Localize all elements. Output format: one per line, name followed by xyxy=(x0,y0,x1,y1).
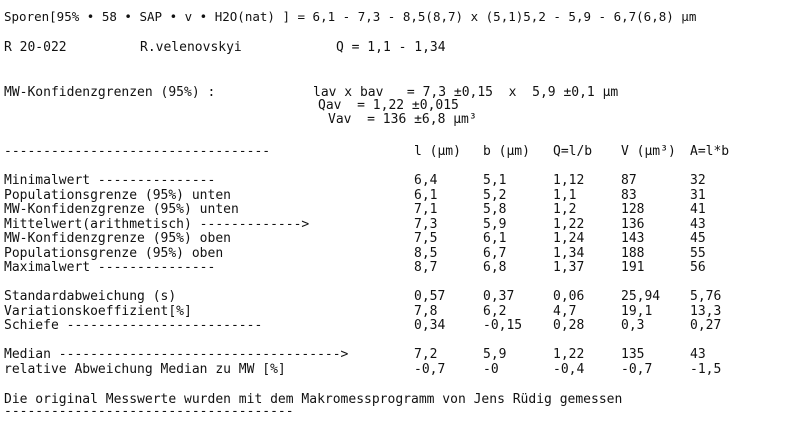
table-cell: 0,34 xyxy=(414,318,446,333)
confidence-lav-bav: lav x bav = 7,3 ±0,15 x 5,9 ±0,1 µm xyxy=(313,85,619,100)
spore-formula: Sporen[95% • 58 • SAP • v • H2O(nat) ] = 6,1 - 7,3 - 8,5(8,7) x (5,1)5,2 - 5,9 - 6,7(6,8) µm xyxy=(4,9,697,24)
confidence-vav: Vav = 136 ±6,8 µm³ xyxy=(328,112,477,127)
table-cell: 43 xyxy=(690,217,706,232)
table-cell: 6,8 xyxy=(483,260,507,275)
row-label: relative Abweichung Median zu MW [%] xyxy=(4,362,286,377)
table-cell: 5,2 xyxy=(483,188,507,203)
table-cell: 5,9 xyxy=(483,347,507,362)
table-cell: 7,2 xyxy=(414,347,438,362)
table-cell: 135 xyxy=(621,347,645,362)
table-cell: 0,3 xyxy=(621,318,645,333)
table-cell: 6,7 xyxy=(483,246,507,261)
row-label: Minimalwert --------------- xyxy=(4,173,216,188)
table-cell: 31 xyxy=(690,188,706,203)
table-cell: 143 xyxy=(621,231,645,246)
table-cell: 43 xyxy=(690,347,706,362)
table-cell: 13,3 xyxy=(690,304,722,319)
column-header-quotient: Q=l/b xyxy=(553,144,593,159)
row-label: Populationsgrenze (95%) unten xyxy=(4,188,231,203)
table-cell: 8,5 xyxy=(414,246,438,261)
table-cell: 56 xyxy=(690,260,706,275)
table-cell: 0,28 xyxy=(553,318,585,333)
table-cell: -0,7 xyxy=(621,362,653,377)
table-cell: 1,22 xyxy=(553,347,585,362)
row-label: Maximalwert --------------- xyxy=(4,260,216,275)
table-cell: 55 xyxy=(690,246,706,261)
table-cell: 1,1 xyxy=(553,188,577,203)
row-label: Populationsgrenze (95%) oben xyxy=(4,246,224,261)
table-cell: 191 xyxy=(621,260,645,275)
table-cell: 19,1 xyxy=(621,304,653,319)
table-cell: 6,1 xyxy=(414,188,438,203)
table-cell: -0 xyxy=(483,362,499,377)
row-label: MW-Konfidenzgrenze (95%) oben xyxy=(4,231,231,246)
table-cell: 7,1 xyxy=(414,202,438,217)
table-cell: 25,94 xyxy=(621,289,661,304)
table-cell: 0,06 xyxy=(553,289,585,304)
column-header-width: b (µm) xyxy=(483,144,530,159)
column-header-area: A=l*b xyxy=(690,144,730,159)
table-cell: 188 xyxy=(621,246,645,261)
table-cell: 45 xyxy=(690,231,706,246)
table-cell: 5,8 xyxy=(483,202,507,217)
row-label: Median ------------------------------------> xyxy=(4,347,349,362)
table-cell: 4,7 xyxy=(553,304,577,319)
table-cell: 5,1 xyxy=(483,173,507,188)
table-cell: 83 xyxy=(621,188,637,203)
row-label: Variationskoeffizient[%] xyxy=(4,304,192,319)
table-cell: 32 xyxy=(690,173,706,188)
table-cell: 41 xyxy=(690,202,706,217)
table-cell: 0,27 xyxy=(690,318,722,333)
column-header-length: l (µm) xyxy=(414,144,461,159)
row-label: Standardabweichung (s) xyxy=(4,289,177,304)
table-cell: 7,8 xyxy=(414,304,438,319)
footer-note: Die original Messwerte wurden mit dem Makromessprogramm von Jens Rüdig gemessen xyxy=(4,392,623,407)
table-cell: 1,12 xyxy=(553,173,585,188)
table-cell: 1,34 xyxy=(553,246,585,261)
table-cell: 5,76 xyxy=(690,289,722,304)
record-id: R 20-022 xyxy=(4,40,67,55)
table-cell: 1,24 xyxy=(553,231,585,246)
q-range: Q = 1,1 - 1,34 xyxy=(336,40,446,55)
table-cell: 128 xyxy=(621,202,645,217)
row-label: Mittelwert(arithmetisch) -------------> xyxy=(4,217,310,232)
table-cell: 5,9 xyxy=(483,217,507,232)
table-cell: 87 xyxy=(621,173,637,188)
table-cell: -0,7 xyxy=(414,362,446,377)
table-cell: 8,7 xyxy=(414,260,438,275)
table-cell: 7,5 xyxy=(414,231,438,246)
column-header-volume: V (µm³) xyxy=(621,144,676,159)
table-cell: 6,1 xyxy=(483,231,507,246)
table-cell: 1,2 xyxy=(553,202,577,217)
table-cell: 0,37 xyxy=(483,289,515,304)
table-cell: -0,15 xyxy=(483,318,523,333)
footer-rule: ------------------------------------- xyxy=(4,404,294,419)
table-header-rule: ---------------------------------- xyxy=(4,144,271,159)
table-cell: 6,4 xyxy=(414,173,438,188)
table-cell: 1,37 xyxy=(553,260,585,275)
table-cell: -1,5 xyxy=(690,362,722,377)
table-cell: -0,4 xyxy=(553,362,585,377)
table-cell: 6,2 xyxy=(483,304,507,319)
row-label: Schiefe ------------------------- xyxy=(4,318,263,333)
table-cell: 0,57 xyxy=(414,289,446,304)
table-cell: 1,22 xyxy=(553,217,585,232)
species-name: R.velenovskyi xyxy=(140,40,242,55)
table-cell: 7,3 xyxy=(414,217,438,232)
confidence-label: MW-Konfidenzgrenzen (95%) : xyxy=(4,85,216,100)
table-cell: 136 xyxy=(621,217,645,232)
row-label: MW-Konfidenzgrenze (95%) unten xyxy=(4,202,239,217)
confidence-qav: Qav = 1,22 ±0,015 xyxy=(318,98,459,113)
